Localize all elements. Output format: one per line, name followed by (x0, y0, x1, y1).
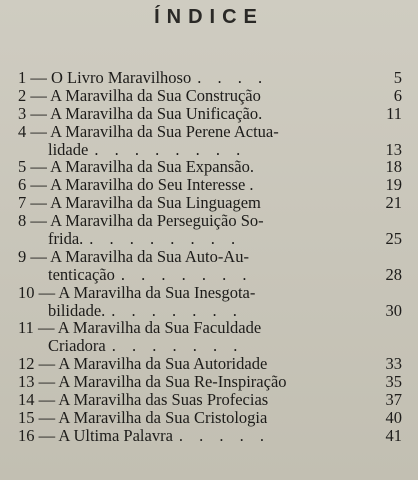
toc-entry-number: 11 (18, 318, 34, 338)
toc-entry-number: 6 (18, 175, 27, 195)
toc-entry-line (18, 87, 410, 105)
toc-entry-title: A Maravilha do Seu Interesse . (50, 175, 254, 195)
toc-entry (18, 427, 410, 445)
toc-entry (18, 87, 410, 105)
toc-entry-number: 8 (18, 211, 27, 231)
toc-entry (18, 284, 410, 320)
toc-entry (18, 158, 410, 176)
toc-entry-title: A Maravilha da Sua Re-Inspiração (58, 372, 287, 392)
toc-entry-title: A Maravilha da Sua Perene Actua- (50, 121, 279, 141)
toc-leader-dots: . . . . (197, 68, 269, 87)
toc-entry (18, 194, 410, 212)
toc-entry (18, 69, 410, 87)
toc-entry-line (18, 158, 410, 176)
toc-entry-number: 4 (18, 121, 27, 141)
toc-entry-line (18, 69, 410, 87)
toc-leader-dots: . . . . . . . (111, 336, 244, 356)
toc-page-number: 6 (393, 85, 402, 105)
toc-entry (18, 373, 410, 391)
toc-entry (18, 212, 410, 248)
toc-entry-continuation (18, 141, 410, 159)
toc-entry-line (18, 319, 410, 337)
toc-leader-dots: . . . . . . . (120, 264, 253, 284)
toc-entry-dash: — (26, 246, 51, 266)
toc-entry-title: A Maravilha da Sua Expansão. (50, 157, 254, 177)
toc-page-number: 21 (385, 193, 402, 213)
toc-page-number: 37 (385, 390, 402, 410)
toc-entry-line (18, 284, 410, 302)
toc-page-number: 5 (393, 68, 402, 87)
toc-entry-line (18, 105, 410, 123)
toc-entry-number: 7 (18, 193, 27, 213)
toc-entry-dash: — (34, 407, 59, 427)
toc-entry-title: O Livro Maravilhoso (51, 68, 192, 87)
toc-entry-dash: — (34, 390, 59, 410)
toc-entry-line (18, 212, 410, 230)
toc-page-number: 40 (385, 407, 402, 427)
toc-page-number: 13 (385, 139, 402, 159)
toc-entry-dash: — (33, 318, 58, 338)
toc-page-number: 18 (385, 157, 402, 177)
toc-entry-line (18, 123, 410, 141)
toc-entry-number: 15 (18, 407, 35, 427)
toc-entry-continuation (18, 337, 410, 355)
toc-entry-line (18, 427, 410, 445)
toc-entry-line (18, 391, 410, 409)
toc-leader-dots: . . . . . . . . (94, 139, 247, 159)
toc-entry-title: Criadora (48, 336, 106, 356)
toc-entry-line (18, 373, 410, 391)
toc-entry-dash: — (26, 121, 51, 141)
toc-entry-number: 1 (18, 68, 27, 87)
toc-entry-line (18, 409, 410, 427)
toc-entry-dash: — (34, 372, 59, 392)
toc-entry (18, 319, 410, 355)
toc-page-number: 28 (385, 264, 402, 284)
toc-page-number: 30 (385, 300, 402, 320)
toc-entry-number: 13 (18, 372, 35, 392)
toc-entry-continuation (18, 302, 410, 320)
toc-entry-title: tenticação (48, 264, 115, 284)
toc-entry-title: A Maravilha das Suas Profecias (58, 390, 269, 410)
toc-entry-number: 9 (18, 246, 27, 266)
toc-entry-title: A Maravilha da Sua Faculdade (57, 318, 262, 338)
toc-entry-title: A Maravilha da Sua Inesgota- (58, 282, 256, 302)
toc-entry-number: 5 (18, 157, 27, 177)
toc-entry-number: 2 (18, 85, 27, 105)
toc-entry (18, 105, 410, 123)
toc-entry-dash: — (26, 103, 51, 123)
toc-leader-dots: . . . . . . . . (89, 229, 242, 249)
toc-entry-title: A Maravilha da Sua Linguagem (50, 193, 261, 213)
toc-entry-dash: — (26, 85, 51, 105)
toc-entry-number: 12 (18, 354, 35, 374)
toc-entry-title: A Maravilha da Sua Cristologia (58, 407, 268, 427)
toc-entry (18, 176, 410, 194)
toc-entry-line (18, 355, 410, 373)
toc-entry (18, 355, 410, 373)
toc-entry-number: 16 (18, 425, 35, 445)
table-of-contents (18, 69, 410, 445)
toc-entry (18, 248, 410, 284)
toc-entry (18, 123, 410, 159)
page-title: ÍNDICE (154, 6, 264, 28)
toc-entry-dash: — (26, 175, 51, 195)
toc-page-number: 33 (385, 354, 402, 374)
toc-entry (18, 409, 410, 427)
toc-entry-number: 3 (18, 103, 27, 123)
toc-entry-dash: — (34, 425, 59, 445)
toc-entry-title: A Maravilha da Sua Autoridade (58, 354, 268, 374)
toc-entry-title: frida. (48, 229, 84, 249)
toc-page-number: 11 (386, 103, 402, 123)
toc-entry-line (18, 194, 410, 212)
toc-entry-dash: — (34, 282, 59, 302)
toc-leader-dots: . . . . . . . (111, 300, 243, 320)
toc-entry-title: A Maravilha da Sua Construção (50, 85, 261, 105)
toc-page-number: 25 (385, 229, 402, 249)
toc-entry-continuation (18, 266, 410, 284)
toc-entry-number: 10 (18, 282, 35, 302)
toc-entry-continuation (18, 230, 410, 248)
toc-leader-dots: . . . . . (178, 425, 271, 445)
toc-entry-title: A Maravilha da Sua Unificação. (50, 103, 263, 123)
toc-entry-title: A Maravilha da Sua Auto-Au- (50, 246, 249, 266)
toc-entry-dash: — (26, 157, 51, 177)
toc-entry-dash: — (34, 354, 59, 374)
toc-page-number: 19 (385, 175, 402, 195)
toc-entry-number: 14 (18, 390, 35, 410)
toc-entry-title: A Maravilha da Perseguição So- (50, 211, 264, 231)
toc-entry-title: A Ultima Palavra (58, 425, 173, 445)
toc-page-number: 35 (385, 372, 402, 392)
toc-entry-dash: — (26, 68, 51, 87)
toc-entry-dash: — (26, 193, 51, 213)
toc-entry-line (18, 248, 410, 266)
toc-entry-line (18, 176, 410, 194)
toc-page-number: 41 (385, 425, 402, 445)
toc-entry-dash: — (26, 211, 51, 231)
toc-entry (18, 391, 410, 409)
toc-entry-title: bilidade. (48, 300, 106, 320)
toc-entry-title: lidade (48, 139, 89, 159)
